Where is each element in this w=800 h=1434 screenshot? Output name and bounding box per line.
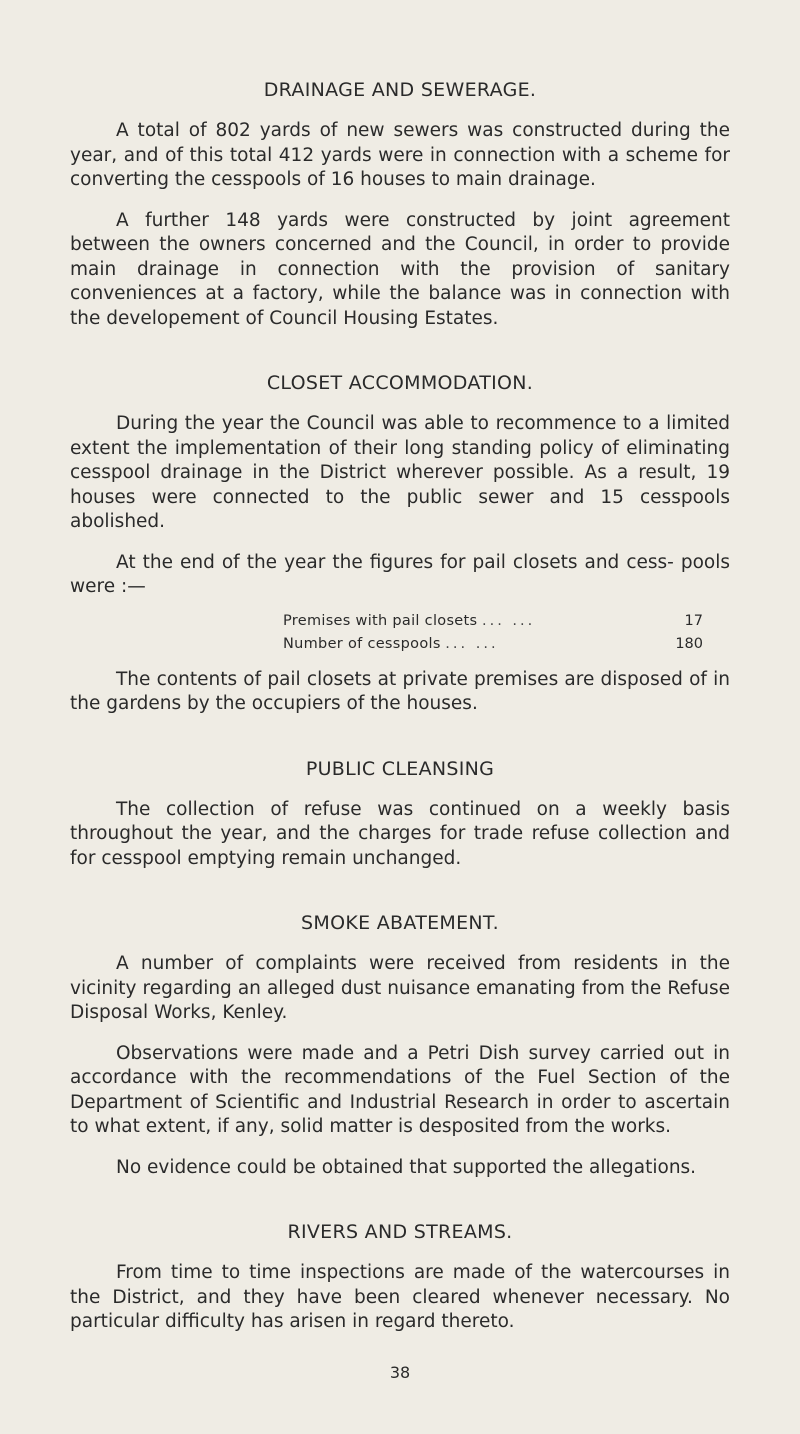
figures-table <box>283 610 703 656</box>
heading-drainage-sewerage: DRAINAGE AND SEWERAGE. <box>263 79 537 101</box>
leader-dots: ... ... <box>445 635 499 652</box>
section-drainage-sewerage <box>70 78 730 331</box>
table-row <box>283 633 703 656</box>
row-label: Number of cesspools <box>283 635 441 652</box>
paragraph: Observations were made and a Petri Dish survey carried out in accordance with the recommendations of the Fuel Section of the Department of Scientific and Industrial Research in order to ascertain to what extent, if any, solid matter is desposited from the works. <box>70 1042 730 1137</box>
paragraph: A total of 802 yards of new sewers was constructed during the year, and of this total 412 yards were in connection with a scheme for converting the cesspools of 16 houses to main drainage. <box>70 120 730 190</box>
section-rivers-streams <box>70 1220 730 1335</box>
section-smoke-abatement <box>70 911 730 1180</box>
section-closet-accommodation <box>70 371 730 717</box>
paragraph: No evidence could be obtained that supported the allegations. <box>116 1156 697 1178</box>
paragraph: The collection of refuse was continued on a weekly basis throughout the year, and the charges for trade refuse collection and for cesspool emptying remain unchanged. <box>70 798 730 869</box>
paragraph: A further 148 yards were constructed by joint agreement between the owners concerned and the Council, in order to provide main drainage in connection with the provision of sanitary conveniences at a factory, while the balance was in connection with the developement of Council Housing Estates. <box>70 209 730 329</box>
heading-closet-accommodation: CLOSET ACCOMMODATION. <box>266 372 534 394</box>
paragraph: The contents of pail closets at private premises are disposed of in the gardens by the occupiers of the houses. <box>70 668 730 714</box>
section-public-cleansing <box>70 757 730 872</box>
paragraph: A number of complaints were received from residents in the vicinity regarding an alleged dust nuisance emanating from the Refuse Disposal Works, Kenley. <box>70 953 730 1023</box>
page-number: 38 <box>389 1363 411 1382</box>
heading-smoke-abatement: SMOKE ABATEMENT. <box>301 912 499 934</box>
leader-dots: ... ... <box>481 612 536 629</box>
table-row <box>283 610 703 633</box>
row-value: 180 <box>675 635 703 652</box>
heading-public-cleansing: PUBLIC CLEANSING <box>305 757 495 780</box>
paragraph: During the year the Council was able to recommence to a limited extent the implementation of their long standing policy of eliminating cesspool drainage in the District wherever possible. As a result, 19 houses were connected to the public sewer and 15 cesspools abolished. <box>70 413 730 532</box>
paragraph: From time to time inspections are made of the watercourses in the District, and they have been cleared whenever necessary. No particular difficulty has arisen in regard thereto. <box>70 1262 730 1332</box>
heading-rivers-streams: RIVERS AND STREAMS. <box>287 1221 513 1243</box>
paragraph: At the end of the year the figures for pail closets and cess- pools were :— <box>70 551 730 597</box>
row-label: Premises with pail closets <box>283 612 478 629</box>
row-value: 17 <box>684 612 703 629</box>
